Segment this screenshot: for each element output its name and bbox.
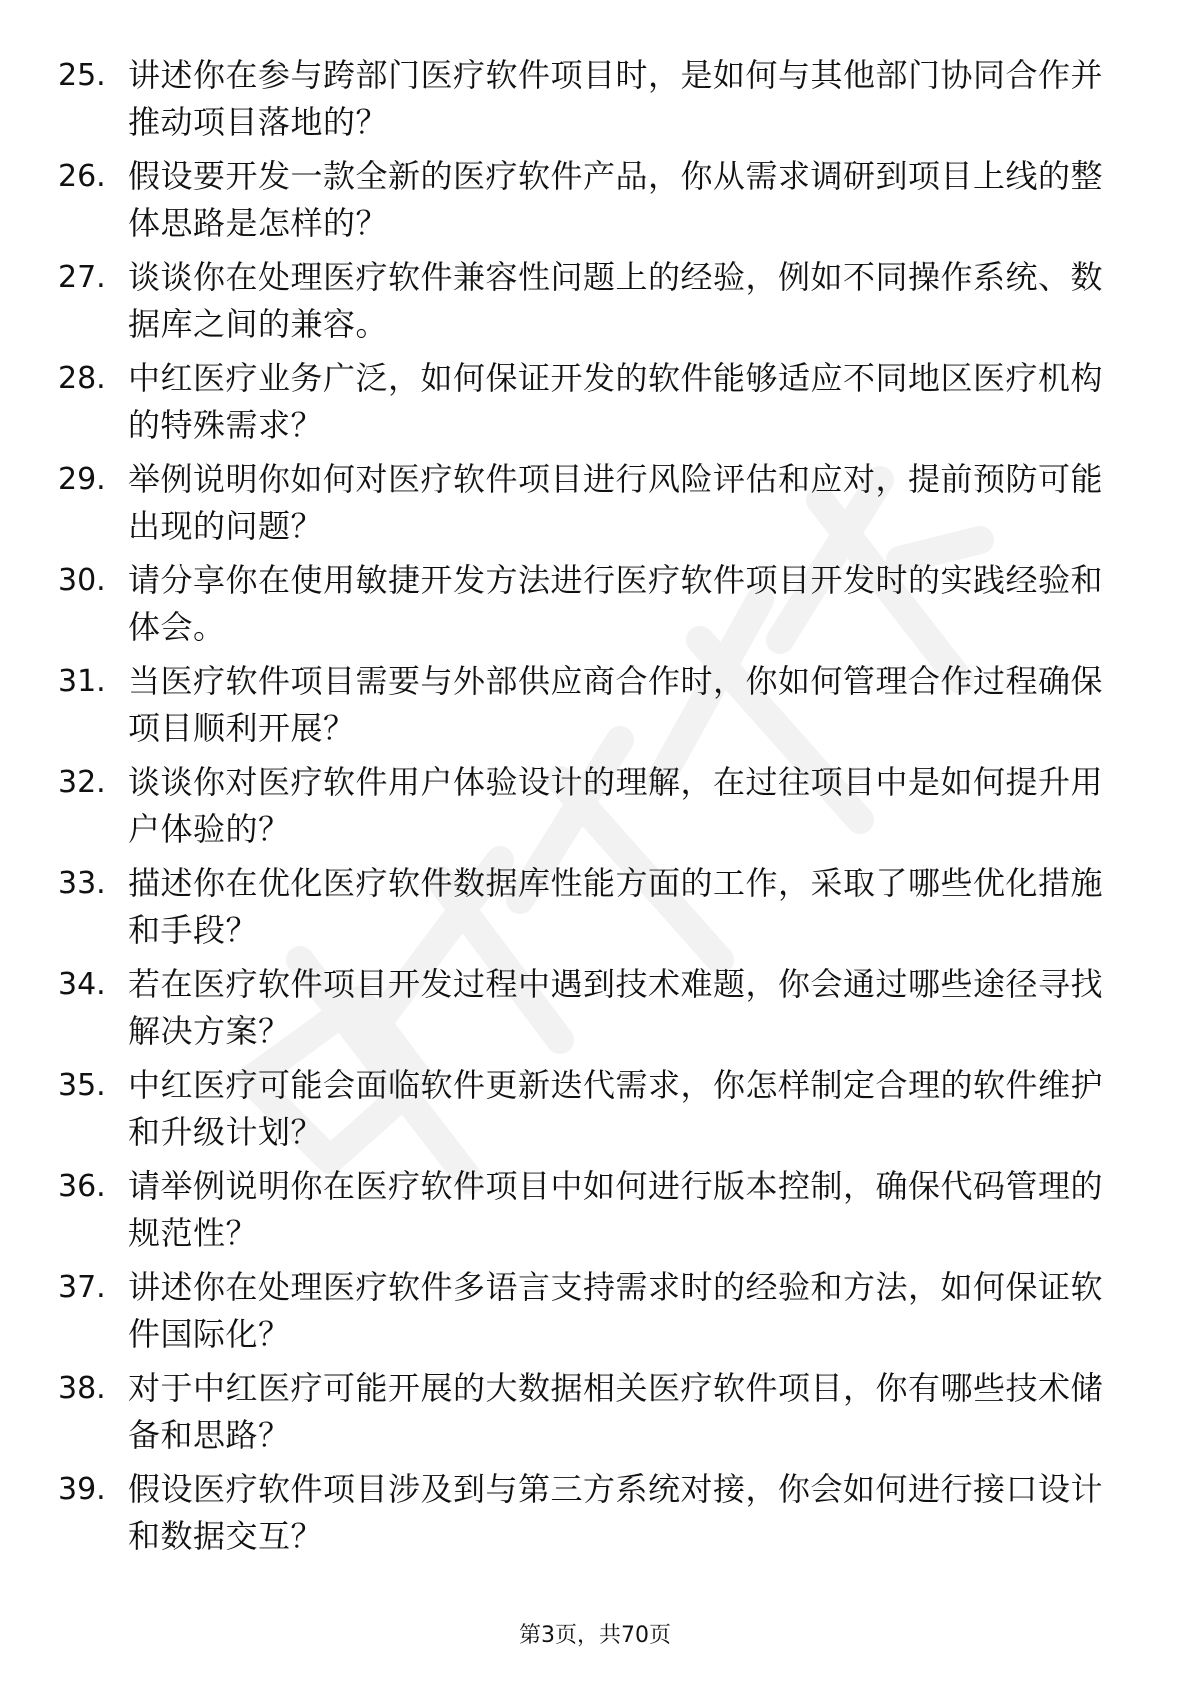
list-item: [58, 860, 1138, 961]
list-item: [58, 1264, 1138, 1365]
question-number: 30.: [58, 563, 106, 598]
list-item: [58, 52, 1138, 153]
question-number: 32.: [58, 765, 106, 800]
list-item: [58, 355, 1138, 456]
question-number: 33.: [58, 866, 106, 901]
question-text: 谈谈你对医疗软件用户体验设计的理解，在过往项目中是如何提升用户体验的？: [128, 763, 1104, 848]
question-number: 35.: [58, 1068, 106, 1103]
question-number: 31.: [58, 664, 106, 699]
question-number: 28.: [58, 361, 106, 396]
question-number: 37.: [58, 1270, 106, 1305]
question-text: 假设要开发一款全新的医疗软件产品，你从需求调研到项目上线的整体思路是怎样的？: [128, 157, 1104, 242]
question-text: 对于中红医疗可能开展的大数据相关医疗软件项目，你有哪些技术储备和思路？: [128, 1369, 1104, 1454]
list-item: [58, 961, 1138, 1062]
question-number: 27.: [58, 260, 106, 295]
question-text: 谈谈你在处理医疗软件兼容性问题上的经验，例如不同操作系统、数据库之间的兼容。: [128, 258, 1104, 343]
list-item: [58, 557, 1138, 658]
question-number: 26.: [58, 159, 106, 194]
question-number: 36.: [58, 1169, 106, 1204]
list-item: [58, 759, 1138, 860]
question-number: 29.: [58, 462, 106, 497]
question-text: 讲述你在参与跨部门医疗软件项目时，是如何与其他部门协同合作并推动项目落地的？: [128, 56, 1104, 141]
question-list: [58, 52, 1138, 1567]
question-text: 当医疗软件项目需要与外部供应商合作时，你如何管理合作过程确保项目顺利开展？: [128, 662, 1104, 747]
question-number: 34.: [58, 967, 106, 1002]
question-text: 假设医疗软件项目涉及到与第三方系统对接，你会如何进行接口设计和数据交互？: [128, 1470, 1104, 1555]
question-number: 25.: [58, 58, 106, 93]
question-text: 中红医疗可能会面临软件更新迭代需求，你怎样制定合理的软件维护和升级计划？: [128, 1066, 1104, 1151]
question-text: 若在医疗软件项目开发过程中遇到技术难题，你会通过哪些途径寻找解决方案？: [128, 965, 1104, 1050]
question-text: 中红医疗业务广泛，如何保证开发的软件能够适应不同地区医疗机构的特殊需求？: [128, 359, 1104, 444]
page-number: 第3页，共70页: [519, 1623, 671, 1648]
question-text: 请分享你在使用敏捷开发方法进行医疗软件项目开发时的实践经验和体会。: [128, 561, 1104, 646]
question-number: 38.: [58, 1371, 106, 1406]
list-item: [58, 1466, 1138, 1567]
list-item: [58, 456, 1138, 557]
question-text: 举例说明你如何对医疗软件项目进行风险评估和应对，提前预防可能出现的问题？: [128, 460, 1104, 545]
question-number: 39.: [58, 1472, 106, 1507]
list-item: [58, 658, 1138, 759]
list-item: [58, 1365, 1138, 1466]
question-text: 请举例说明你在医疗软件项目中如何进行版本控制，确保代码管理的规范性？: [128, 1167, 1104, 1252]
list-item: [58, 1163, 1138, 1264]
list-item: [58, 153, 1138, 254]
list-item: [58, 1062, 1138, 1163]
question-text: 讲述你在处理医疗软件多语言支持需求时的经验和方法，如何保证软件国际化？: [128, 1268, 1104, 1353]
list-item: [58, 254, 1138, 355]
question-text: 描述你在优化医疗软件数据库性能方面的工作，采取了哪些优化措施和手段？: [128, 864, 1104, 949]
